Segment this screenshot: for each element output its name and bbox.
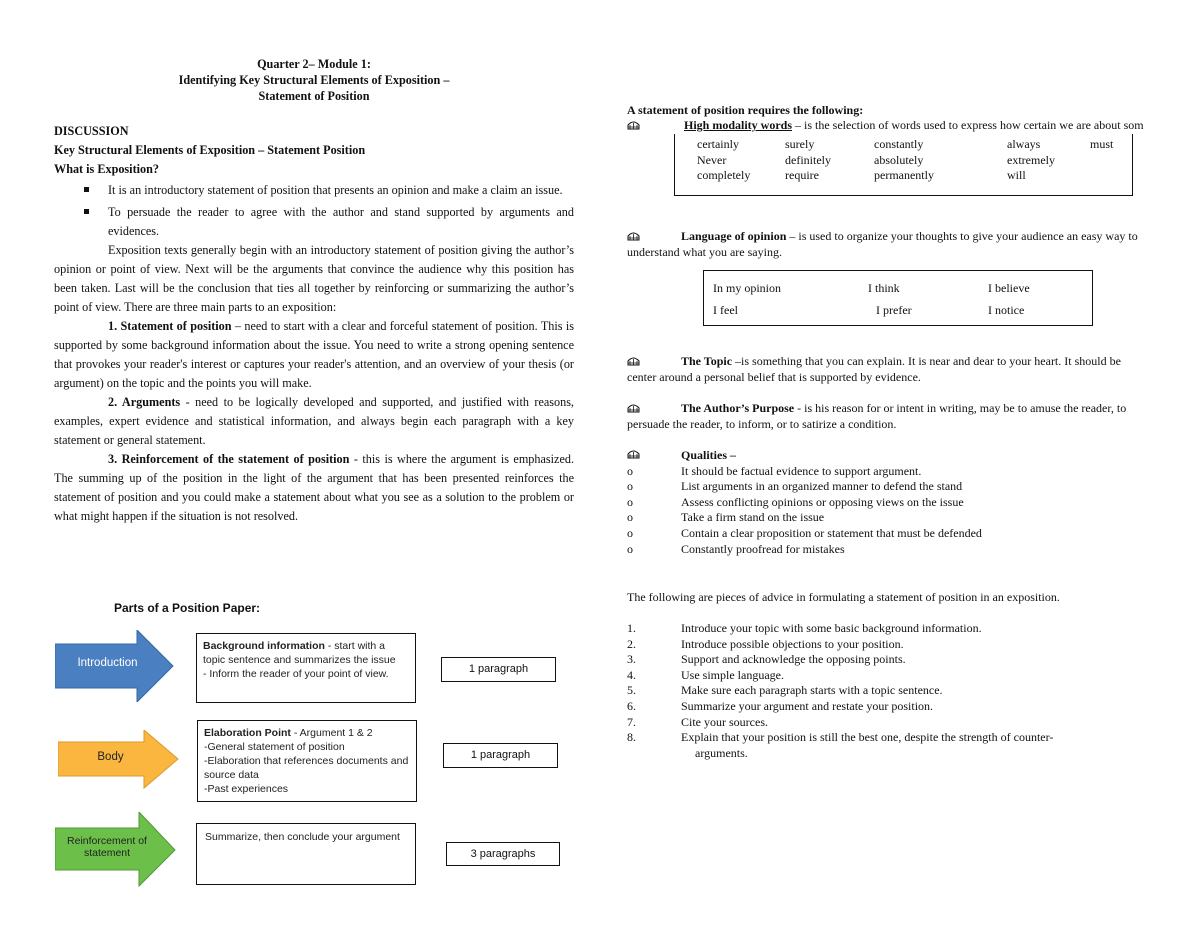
opinion-table [713,277,1030,321]
qualities-section: Qualities – o It should be factual evidence to support argument. o List arguments in an organized manner to defend the stand o Assess conflicting opinions or opposing views on the issue o Take a firm stand on the issue o Contain a clear proposition or statement that must be defended o Constantly proofread for mistakes [627,448,1142,557]
opinion-paragraph: Language of opinion – is used to organize your thoughts to give your audience an easy way to understand what you are saying. [627,229,1138,259]
part-2-paragraph: 2. Arguments - need to be logically developed and supported, and justified with reasons, examples, expert evidence and statistical information, and always begin each paragraph with a key statement or general statement. [54,395,574,447]
table-row: I feel I prefer I notice [713,303,1025,317]
arrow-label: Body [97,751,124,763]
hatch-icon [627,230,640,240]
title-line-3: Statement of Position [258,89,370,103]
table-row: completely require permanently will [697,168,1026,183]
advice-intro: The following are pieces of advice in formulating a statement of position in an exposition. [627,590,1060,604]
table-row: certainly surely constantly always must [697,137,1114,151]
list-item: o Assess conflicting opinions or opposing views on the issue [627,494,964,509]
hatch-icon [627,119,640,129]
intro-paragraph: Exposition texts generally begin with an introductory statement of position giving the author’s opinion or point of view. Next will be the arguments that convince the audience why this position has been taken. Last will be the conclusion that ties all together by reinforcing or summarizing the author’s point of view. There are three main parts to an exposition: [54,243,574,314]
table-row: In my opinion I think I believe [713,281,1030,295]
hatch-icon [627,355,640,365]
purpose-paragraph: The Author’s Purpose - is his reason for or intent in writing, may be to amuse the reader, to persuade the reader, to inform, or to satirize a condition. [627,401,1127,431]
hatch-icon [627,448,640,458]
list-item: 2. Introduce possible objections to your position. [627,636,904,651]
paragraph-count: 1 paragraph [441,657,556,682]
modality-table [697,137,1113,184]
description-box: Background information - start with a topic sentence and summarizes the issue - Inform the reader of your point of view. [196,633,416,703]
description-box: Elaboration Point - Argument 1 & 2 -General statement of position -Elaboration that references documents and source data -Past experiences [197,720,417,802]
table-row: Never definitely absolutely extremely [697,152,1055,167]
bullet-square [84,187,89,192]
discussion-heading: DISCUSSION [54,124,129,138]
left-column [54,56,574,526]
part-1-paragraph: 1. Statement of position – need to start with a clear and forceful statement of position. This is supported by some background information about the issue. You need to write a strong opening sentence that provokes your reader's interest or captures your reader's attention, and an overview of your thesis (or argument) on the topic and the points you will make. [54,319,574,390]
list-item: o Constantly proofread for mistakes [627,541,845,556]
list-item: 3. Support and acknowledge the opposing points. [627,652,906,667]
arrow-label: Introduction [77,657,138,669]
question-heading: What is Exposition? [54,162,159,176]
list-item: o Contain a clear proposition or statement that must be defended [627,525,982,540]
arrow-label: Reinforcement of statement [67,835,147,859]
requires-heading: A statement of position requires the following: [627,103,864,117]
subheading: Key Structural Elements of Exposition – Statement Position [54,143,366,157]
list-item: 5. Make sure each paragraph starts with a topic sentence. [627,683,943,698]
list-item: 6. Summarize your argument and restate your position. [627,698,934,713]
modality-heading: High modality words – is the selection of words used to express how certain we are about som [627,118,1200,134]
bullet-square [84,209,89,214]
hatch-icon [627,402,640,412]
diagram-title: Parts of a Position Paper: [114,601,261,615]
list-item: 4. Use simple language. [627,667,784,682]
part-3-paragraph: 3. Reinforcement of the statement of position - this is where the argument is emphasized. The summing up of the position in the light of the argument that has been presented reinforces the statement of position and you could make a statement about what you see as a solution to the problem or what might happen if the situation is not resolved. [54,452,574,523]
list-item: o Take a firm stand on the issue [627,510,825,525]
list-item: 1. Introduce your topic with some basic background information. [627,621,982,635]
bullet-item: To persuade the reader to agree with the author and stand supported by arguments and evidences. [54,203,574,241]
list-item: o It should be factual evidence to support argument. [627,463,922,478]
list-item: 7. Cite your sources. [627,714,768,729]
title-line-1: Quarter 2– Module 1: [257,57,371,71]
list-item: o List arguments in an organized manner to defend the stand [627,479,963,494]
title-line-2: Identifying Key Structural Elements of Exposition – [178,73,450,87]
bullet-item: It is an introductory statement of position that presents an opinion and make a claim an issue. [54,181,574,200]
paragraph-count: 1 paragraph [443,743,558,768]
description-box: Summarize, then conclude your argument [196,823,416,885]
advice-list [627,621,1142,761]
list-item: 8. Explain that your position is still the best one, despite the strength of counter- [627,730,1054,745]
topic-paragraph: The Topic –is something that you can explain. It is near and dear to your heart. It should be center around a personal belief that is supported by evidence. [627,354,1121,384]
paragraph-count: 3 paragraphs [446,842,560,866]
advice-continuation: arguments. [695,745,748,760]
